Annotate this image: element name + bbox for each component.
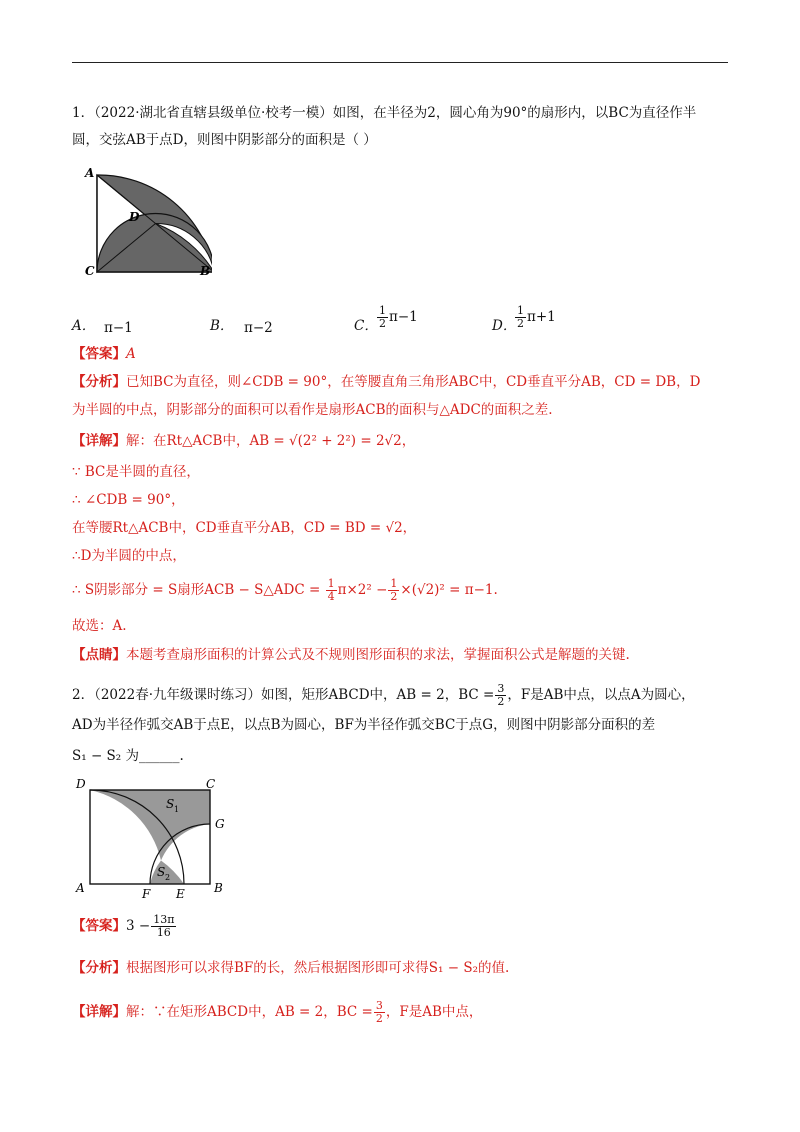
q2-text-line1: 2．（2022春·九年级课时练习）如图，矩形ABCD中，AB = 2，BC = $\frac{3}{2}$ ，F是AB中点，以点A为圆心，: [72, 682, 695, 708]
q2-label-s1: S: [166, 797, 175, 811]
q2-label-s2: S: [157, 865, 166, 879]
q1-answer: 【答案】A: [72, 346, 136, 362]
q2-label-c: C: [206, 777, 216, 791]
q1-comment: 【点睛】本题考查扇形面积的计算公式及不规则图形面积的求法，掌握面积公式是解题的关键.: [72, 647, 630, 663]
q2-analysis: 【分析】根据图形可以求得BF的长，然后根据图形即可求得S₁ − S₂的值.: [72, 960, 510, 976]
q1-figure: [82, 163, 212, 278]
q1-option-b-value: π−2: [244, 320, 273, 336]
q2-figure: [72, 772, 242, 902]
q1-option-c-letter: C．: [354, 318, 378, 334]
q1-analysis-line1: 【分析】已知BC为直径，则∠CDB = 90°，在等腰直角三角形ABC中，CD垂直平分AB，CD = DB，D: [72, 374, 701, 390]
q1-text-line1: 1．（2022·湖北省直辖县级单位·校考一模）如图，在半径为2，圆心角为90°的扇形内，以BC为直径作半: [72, 105, 697, 121]
q1-option-d-value: $\frac{1}{2}$ π+1: [517, 304, 556, 330]
q2-label-b: B: [214, 881, 223, 895]
q1-label-d: D: [129, 210, 140, 224]
q1-text-line2: 圆，交弦AB于点D，则图中阴影部分的面积是（ ）: [72, 132, 377, 148]
q1-detail-line3: ∴ ∠CDB = 90°，: [72, 492, 185, 508]
q1-option-a-value: π−1: [104, 320, 133, 336]
q1-detail-line2: ∵ BC是半圆的直径，: [72, 464, 200, 480]
q1-option-d-letter: D．: [492, 318, 517, 334]
q1-detail-line5: ∴D为半圆的中点，: [72, 548, 186, 564]
q1-label-b: B: [200, 264, 211, 278]
q1-option-a-letter: A．: [72, 318, 96, 334]
q1-option-b-letter: B．: [210, 318, 234, 334]
q1-detail-line6: ∴ S阴影部分 = S扇形ACB − S△ADC = $\frac{1}{4}$ π×2² − $\frac{1}{2}$ ×(√2)² = π−1.: [72, 577, 498, 603]
q1-label-c: C: [85, 264, 95, 278]
q2-answer: 【答案】3 − $\frac{13\pi}{16}$: [72, 913, 175, 939]
q2-label-g: G: [215, 817, 225, 831]
q2-text-line2: AD为半径作弧交AB于点E，以点B为圆心，BF为半径作弧交BC于点G，则图中阴影部分面积的差: [72, 717, 656, 733]
q1-detail-line4: 在等腰Rt△ACB中，CD垂直平分AB，CD = BD = √2，: [72, 520, 417, 536]
q1-label-a: A: [85, 166, 95, 180]
q1-option-c-value: $\frac{1}{2}$ π−1: [379, 304, 418, 330]
q1-detail-line1: 【详解】解：在Rt△ACB中，AB = √(2² + 2²) = 2√2，: [72, 433, 416, 449]
q2-label-s1-sub: 1: [174, 805, 180, 814]
q2-detail-line1: 【详解】解：∵在矩形ABCD中，AB = 2，BC = $\frac{3}{2}$ ，F是AB中点，: [72, 999, 483, 1025]
q2-text-line3: S₁ − S₂ 为______.: [72, 748, 184, 764]
q2-label-e: E: [176, 887, 185, 901]
q1-analysis-line2: 为半圆的中点，阴影部分的面积可以看作是扇形ACB的面积与△ADC的面积之差.: [72, 402, 553, 418]
q1-choose: 故选：A.: [72, 618, 127, 634]
q2-label-f: F: [142, 887, 151, 901]
q2-label-s2-sub: 2: [165, 873, 171, 882]
q2-label-d: D: [76, 777, 86, 791]
q2-label-a: A: [76, 881, 85, 895]
header-rule: [72, 62, 728, 63]
q2-s1-shade: [90, 790, 210, 861]
